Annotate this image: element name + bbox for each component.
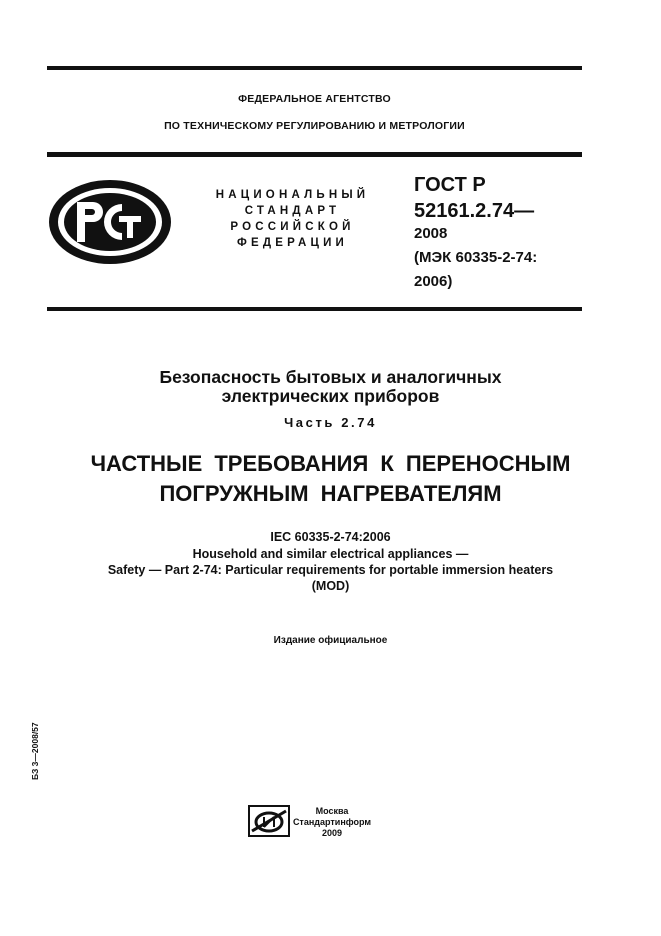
gost-designation [414,172,537,292]
publisher-year: 2009 [321,828,343,838]
publisher-name: Стандартинформ [292,817,372,827]
national-standard-label [200,187,385,251]
gost-line-4: (МЭК 60335-2-74: [414,249,538,266]
gost-r-logo [47,178,173,266]
middle-rule [47,152,582,157]
publisher-info [292,806,372,839]
iec-line-4: (MOD) [311,579,350,593]
gost-line-5: 2006) [414,273,453,290]
main-title-line-1: ЧАСТНЫЕ ТРЕБОВАНИЯ К ПЕРЕНОСНЫМ [90,451,571,476]
national-line-2: СТАНДАРТ [244,205,341,217]
side-note: БЗ 3—2008/57 [30,722,40,780]
lower-rule [47,307,582,311]
part-label: Часть 2.74 [284,415,377,430]
publisher-city: Москва [315,806,349,816]
top-rule [47,66,582,70]
national-line-4: ФЕДЕРАЦИИ [236,237,349,249]
gost-line-2: 52161.2.74— [414,200,535,222]
iec-line-3: Safety — Part 2-74: Particular requirements for portable immersion heaters [107,563,554,577]
iec-line-1: IEC 60335-2-74:2006 [270,530,391,544]
edition-label: Издание официальное [273,635,388,646]
national-line-1: НАЦИОНАЛЬНЫЙ [215,189,370,201]
iec-line-2: Household and similar electrical appliances — [192,547,469,561]
gost-line-1: ГОСТ Р [414,174,486,196]
main-title-line-2: ПОГРУЖНЫМ НАГРЕВАТЕЛЯМ [159,481,502,506]
title-line-2: электрических приборов [221,386,440,406]
agency-line-2: ПО ТЕХНИЧЕСКОМУ РЕГУЛИРОВАНИЮ И МЕТРОЛОГИИ [164,120,465,132]
agency-line-1: ФЕДЕРАЛЬНОЕ АГЕНТСТВО [238,93,391,105]
gost-line-3: 2008 [414,225,448,242]
title-line-1: Безопасность бытовых и аналогичных [159,367,502,387]
national-line-3: РОССИЙСКОЙ [230,221,355,233]
publisher-logo [248,805,290,837]
